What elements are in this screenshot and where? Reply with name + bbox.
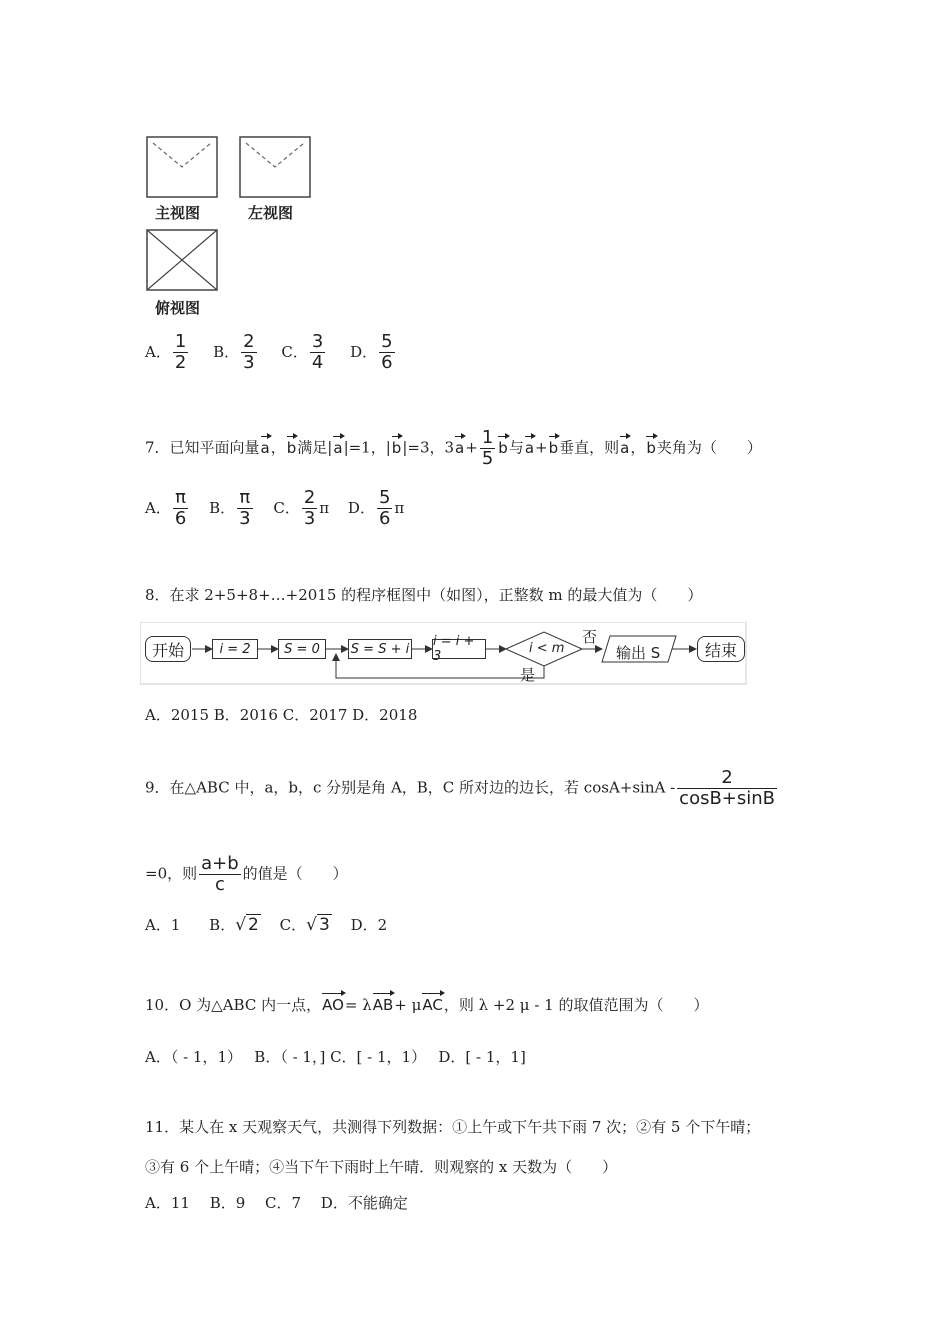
three-view-drawings [145, 135, 315, 315]
flow-output: 输出 S [616, 644, 661, 662]
flow-i-update: i = i + 3 [432, 639, 486, 659]
flow-end: 结束 [697, 636, 745, 662]
front-view-label: 主视图 [155, 204, 201, 222]
flow-no-label: 否 [582, 628, 598, 646]
flow-s-init: S = 0 [278, 639, 326, 659]
q9-option-c: C．√ 3 [279, 915, 330, 935]
q7-option-b: B． $\frac{\pi}{3}$ [209, 487, 251, 529]
q8-options: A．2015 B．2016 C．2017 D．2018 [145, 706, 418, 724]
flow-condition: i < m [529, 641, 565, 656]
q6-option-c: C． $\frac{3}{4}$ [281, 331, 324, 373]
left-view-label: 左视图 [248, 204, 294, 222]
q7-option-c: C． $\frac{2}{3}$ π [273, 487, 330, 529]
q6-option-b: B． $\frac{2}{3}$ [213, 331, 255, 373]
q6-option-d: D． $\frac{5}{6}$ [350, 331, 393, 373]
q9-option-a: A．1 [145, 916, 181, 934]
q9-option-d: D．2 [350, 916, 388, 934]
flow-i-init: i = 2 [212, 639, 258, 659]
q7-options [145, 488, 404, 529]
top-view-label: 俯视图 [155, 299, 201, 317]
flow-yes-label: 是 [520, 666, 536, 684]
q6-option-a: A． $\frac{1}{2}$ [145, 331, 187, 373]
q7-option-d: D． $\frac{5}{6}$ π [347, 487, 405, 529]
q8-question: 8．在求 2+5+8+…+2015 的程序框图中（如图），正整数 m 的最大值为（ ） [145, 586, 703, 604]
q11-options: A．11 B．9 C．7 D．不能确定 [145, 1194, 408, 1212]
q9-question-cont: =0，则 $\frac{a+b}{c}$ 的值是（ ） [145, 853, 348, 895]
q11-question-line2: ③有 6 个上午晴；④当下午下雨时上午晴．则观察的 x 天数为（ ） [145, 1158, 618, 1176]
q6-options [145, 332, 397, 373]
flow-s-update: S = S + i [348, 639, 412, 659]
q11-question-line1: 11．某人在 x 天观察天气，共测得下列数据：①上午或下午共下雨 7 次；②有 5 个下午晴； [145, 1118, 761, 1136]
q10-question: 10．O 为△ABC 内一点，AO= λAB+ μAC，则 λ +2 μ - 1 的取值范围为（ ） [145, 990, 708, 1015]
q7-option-a: A． $\frac{\pi}{6}$ [145, 487, 187, 529]
q7-question: 7．已知平面向量a，b满足|a|=1，|b|=3，3a+ $\frac{1}{5}$ b与a+b垂直，则a，b夹角为（ ） [145, 427, 762, 469]
front-view-dashed [153, 143, 211, 167]
q10-options: A．（ - 1，1） B．（ - 1，] C．[ - 1，1） D．[ - 1，1] [145, 1048, 526, 1066]
flow-start: 开始 [145, 636, 191, 662]
left-view-dashed [246, 143, 304, 167]
q9-question: 9．在△ABC 中，a，b，c 分别是角 A，B，C 所对边的边长，若 cosA+sinA - $\frac{2}{\cos B+\sin B}$ [145, 767, 776, 809]
q9-options [145, 914, 387, 935]
q9-option-b: B．√ 2 [209, 915, 259, 935]
